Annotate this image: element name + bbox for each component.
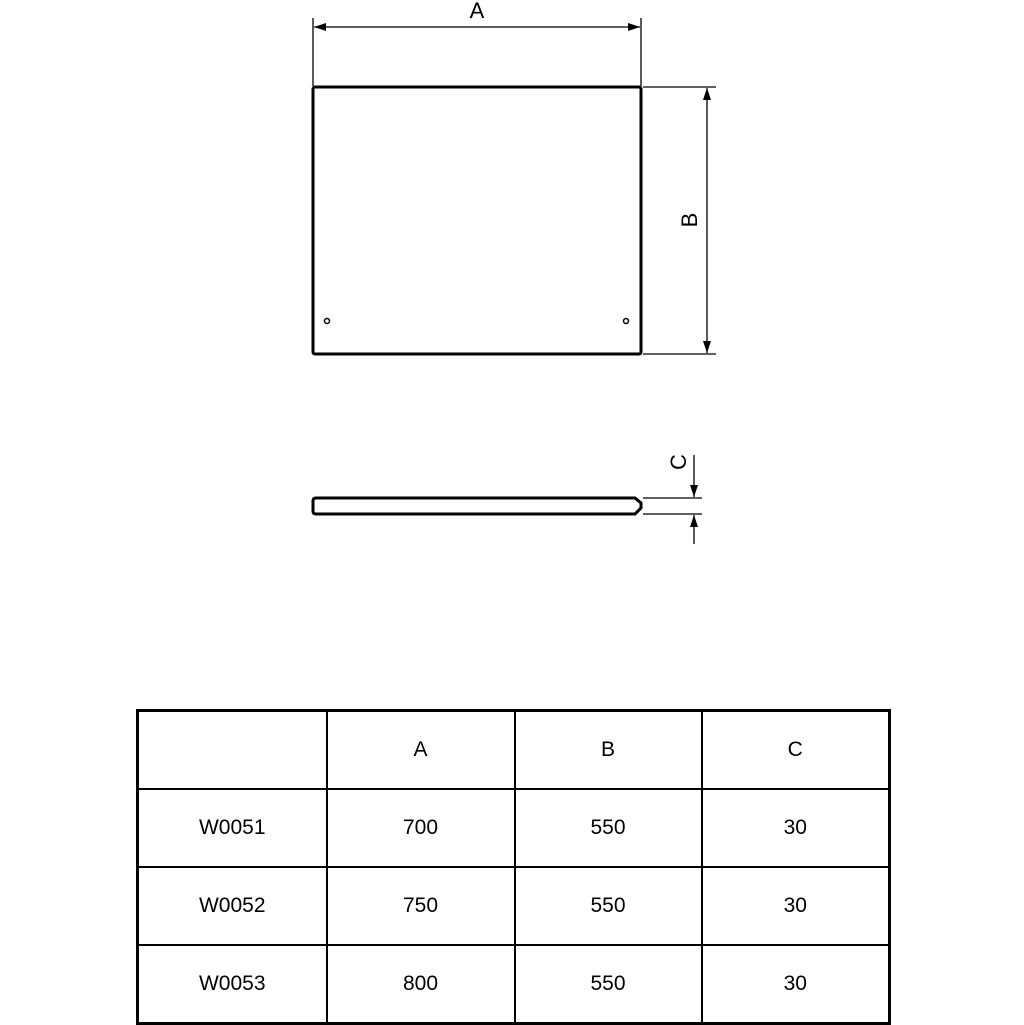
- cell-c: 30: [702, 945, 890, 1024]
- dimension-table: [136, 709, 891, 1025]
- cell-a: 750: [327, 867, 515, 945]
- dimension-c-label: C: [666, 454, 691, 470]
- cell-a: 700: [327, 789, 515, 867]
- dimension-a: [313, 0, 641, 86]
- table-row: [138, 945, 890, 1024]
- dimension-b-label: B: [677, 212, 702, 228]
- panel-side-outline: [313, 498, 641, 514]
- cell-b: 550: [515, 867, 702, 945]
- header-cell-a: A: [327, 711, 515, 790]
- dimension-c: [643, 454, 702, 544]
- mounting-hole-left: [325, 319, 330, 324]
- cell-c: 30: [702, 867, 890, 945]
- header-cell-b: B: [515, 711, 702, 790]
- cell-model: W0051: [138, 789, 327, 867]
- header-cell-c: C: [702, 711, 890, 790]
- table-row: [138, 867, 890, 945]
- panel-top-view: [313, 87, 641, 354]
- cell-c: 30: [702, 789, 890, 867]
- table-header-row: [138, 711, 890, 790]
- mounting-hole-right: [624, 319, 629, 324]
- cell-model: W0053: [138, 945, 327, 1024]
- dimension-b: [643, 87, 716, 354]
- cell-a: 800: [327, 945, 515, 1024]
- header-cell-model: [138, 711, 327, 790]
- table-row: [138, 789, 890, 867]
- panel-outline: [313, 87, 641, 354]
- panel-side-view: [313, 498, 641, 514]
- dimension-a-label: A: [469, 0, 485, 23]
- cell-b: 550: [515, 789, 702, 867]
- cell-model: W0052: [138, 867, 327, 945]
- cell-b: 550: [515, 945, 702, 1024]
